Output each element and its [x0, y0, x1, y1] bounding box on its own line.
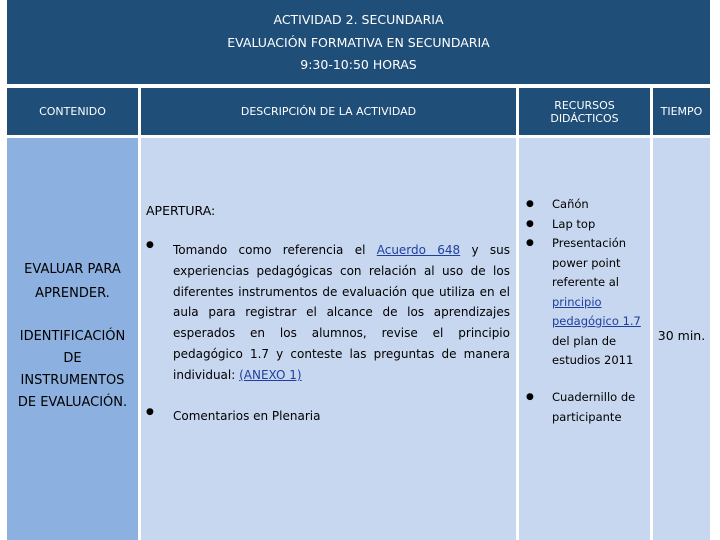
- header-tiempo: TIEMPO: [653, 88, 710, 135]
- recurso-item-3: [552, 234, 647, 371]
- acuerdo-648-link[interactable]: Acuerdo 648: [376, 243, 461, 257]
- item1-text-body: y sus experiencias pedagógicas con relación al uso de los diferentes instrumentos de evaluación que utiliza en el aula para registrar el alcance de los aprendizajes esperados en los alumnos, revise el principio pedagógico 1.7 y conteste las preguntas de manera individual:: [173, 243, 510, 382]
- bullet-icon: ●: [526, 219, 534, 229]
- contenido-line-6: DE EVALUACIÓN.: [17, 395, 128, 410]
- recurso-3-line-2: power point: [552, 255, 621, 270]
- title-band: [7, 0, 710, 84]
- item1-text-start: Tomando como referencia el: [173, 243, 377, 257]
- title-line-2: EVALUACIÓN FORMATIVA EN SECUNDARIA: [227, 34, 490, 50]
- recurso-3-line-5: estudios 2011: [552, 353, 634, 367]
- recurso-3-line-3: referente al: [552, 275, 619, 289]
- title-line-3: 9:30-10:50 HORAS: [300, 57, 417, 72]
- tiempo-value: 30 min.: [657, 328, 706, 343]
- bullet-icon: ●: [526, 199, 534, 209]
- recurso-4-line-2: participante: [552, 409, 622, 424]
- header-contenido: CONTENIDO: [7, 88, 138, 135]
- bullet-icon: ●: [146, 240, 154, 250]
- contenido-line-4: DE: [63, 351, 82, 366]
- bullet-icon: ●: [526, 392, 534, 402]
- description-item-1: [173, 240, 510, 386]
- pedagogico-link[interactable]: pedagógico 1.7: [552, 314, 641, 328]
- principio-link[interactable]: principio: [552, 294, 602, 309]
- description-item-2: Comentarios en Plenaria: [173, 409, 321, 423]
- header-recursos: RECURSOS DIDÁCTICOS: [519, 88, 650, 135]
- contenido-line-2: APRENDER.: [35, 286, 110, 301]
- recurso-item-2: Lap top: [552, 217, 596, 231]
- recurso-4-line-1: Cuadernillo de: [552, 390, 636, 404]
- contenido-cell: [7, 138, 138, 540]
- title-line-1: ACTIVIDAD 2. SECUNDARIA: [273, 12, 444, 27]
- anexo-1-link[interactable]: (ANEXO 1): [239, 367, 302, 382]
- bullet-icon: ●: [146, 407, 154, 417]
- apertura-label: APERTURA:: [146, 203, 216, 218]
- contenido-line-5: INSTRUMENTOS: [20, 373, 125, 388]
- recurso-item-4: [552, 388, 647, 427]
- recurso-item-1: Cañón: [552, 197, 589, 211]
- bullet-icon: ●: [526, 238, 534, 248]
- header-descripcion: DESCRIPCIÓN DE LA ACTIVIDAD: [141, 88, 516, 135]
- recurso-3-line-1: Presentación: [552, 236, 627, 250]
- recurso-3-line-4: del plan de: [552, 333, 617, 348]
- contenido-line-3: IDENTIFICACIÓN: [19, 329, 126, 344]
- contenido-line-1: EVALUAR PARA: [24, 262, 121, 277]
